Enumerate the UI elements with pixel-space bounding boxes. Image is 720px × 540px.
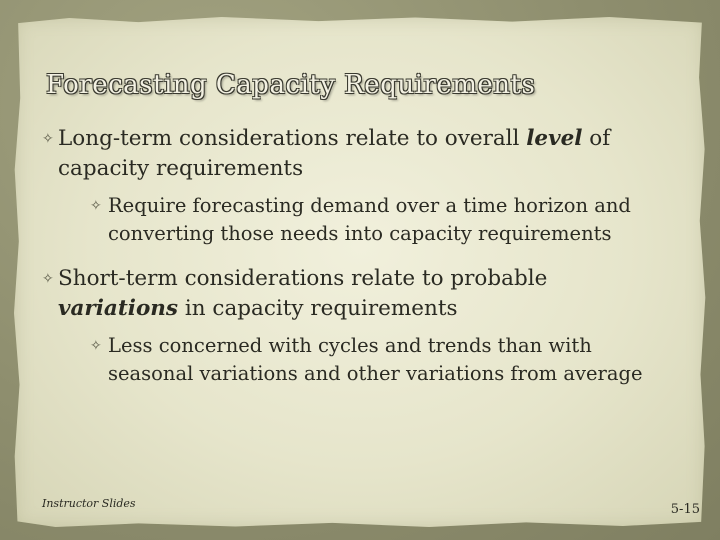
sub-bullet-short-term (84, 332, 672, 388)
bullet-text: Long-term considerations relate to overall level of capacity requirements (58, 126, 611, 181)
bullet-icon: ✧ (42, 131, 54, 147)
sub-bullet-text: Less concerned with cycles and trends than with seasonal variations and other variations from average (108, 334, 643, 385)
slide-content (42, 124, 672, 404)
footer-label: Instructor Slides (42, 497, 136, 510)
page-number: 5-15 (670, 502, 700, 517)
bullet-icon: ✧ (90, 338, 102, 354)
bullet-short-term (42, 264, 672, 324)
sub-bullet-long-term (84, 192, 672, 248)
bullet-long-term (42, 124, 672, 184)
bullet-icon: ✧ (90, 198, 102, 214)
slide-title: Forecasting Capacity Requirements (46, 70, 536, 100)
bullet-icon: ✧ (42, 271, 54, 287)
sub-bullet-text: Require forecasting demand over a time horizon and converting those needs into capacity requirements (108, 194, 631, 245)
bullet-text: Short-term considerations relate to probable variations in capacity requirements (58, 266, 548, 321)
